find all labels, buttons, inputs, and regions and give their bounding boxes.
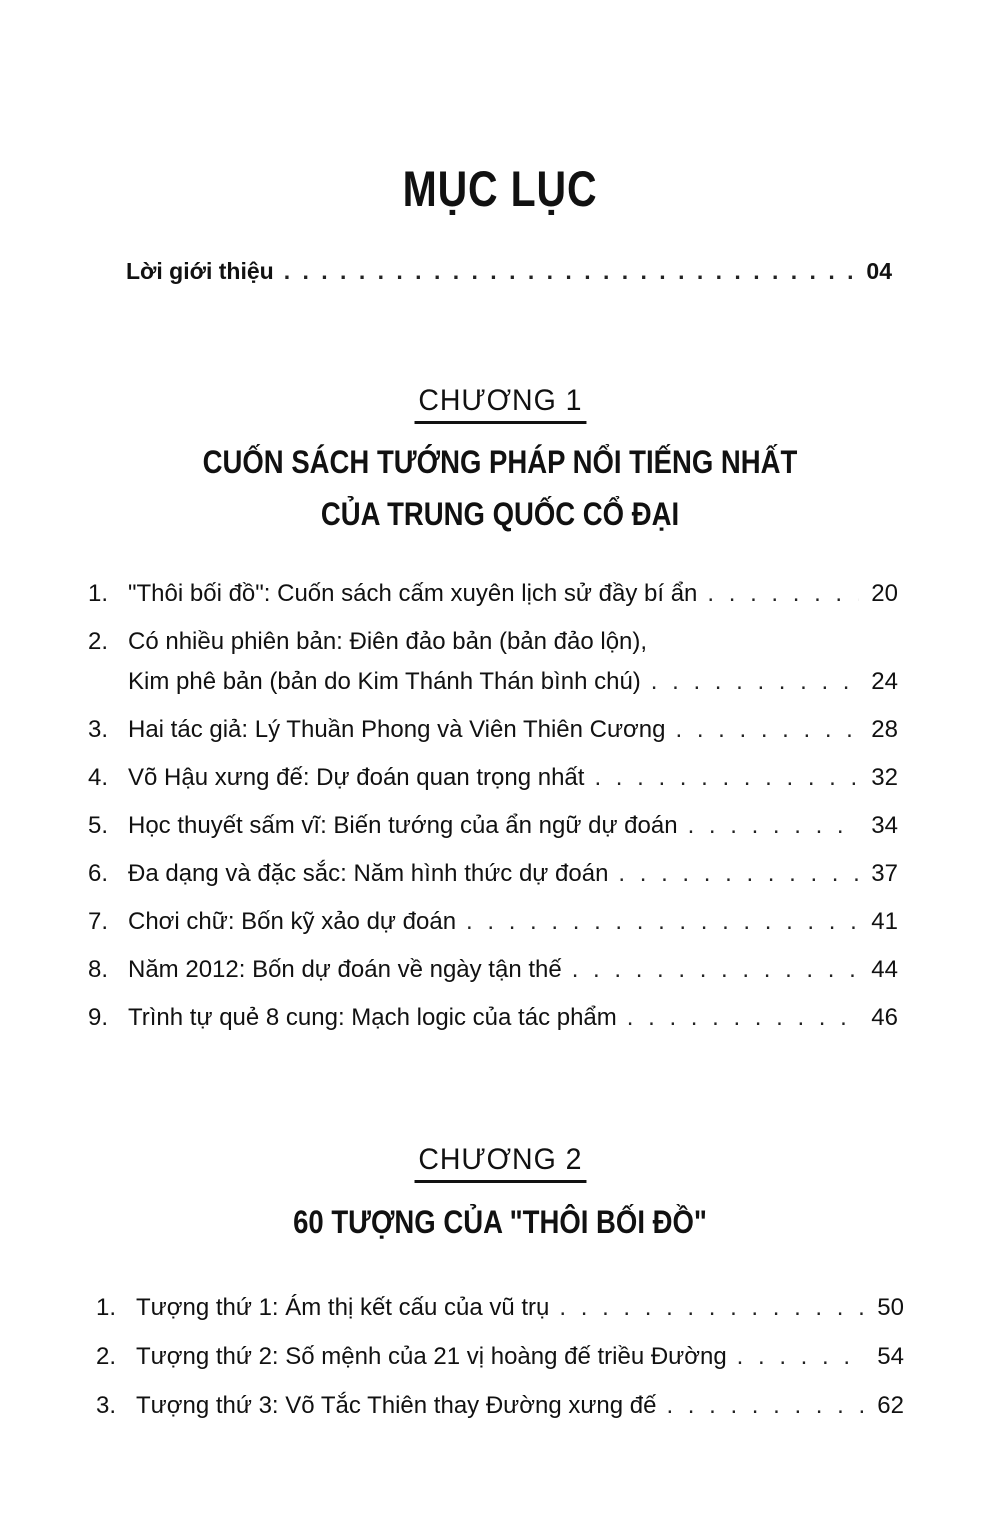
toc-item-page: 32: [871, 764, 898, 791]
toc-item-number: 7.: [88, 908, 109, 935]
dot-leader: [284, 258, 861, 285]
toc-item: [88, 906, 898, 954]
chapter-2-label-text: CHƯƠNG 2: [414, 1143, 586, 1183]
toc-item: [88, 626, 898, 714]
toc-item-title: Võ Hậu xưng đế: Dự đoán quan trọng nhất: [128, 764, 585, 791]
chapter-1-label: [0, 384, 1000, 424]
chapter-1-title-line-2: CỦA TRUNG QUỐC CỔ ĐẠI: [320, 496, 680, 532]
toc-item-page: 46: [871, 1004, 898, 1031]
toc-item-page: 44: [871, 956, 898, 983]
toc-item: [88, 810, 898, 858]
toc-item: [88, 954, 898, 1002]
chapter-1-toc-list: [88, 578, 898, 1050]
toc-item-page: 62: [877, 1392, 904, 1419]
toc-item-title: Chơi chữ: Bốn kỹ xảo dự đoán: [128, 908, 457, 935]
toc-item-page: 37: [871, 860, 898, 887]
toc-item-number: 6.: [88, 860, 109, 887]
toc-item-title: Học thuyết sấm vĩ: Biến tướng của ẩn ngữ dự đoán: [128, 812, 678, 839]
toc-item-page: 34: [871, 812, 898, 839]
toc-item: [88, 714, 898, 762]
toc-item-title: Có nhiều phiên bản: Điên đảo bản (bản đảo lộn),: [128, 628, 648, 655]
toc-item: [88, 1002, 898, 1050]
toc-item-title: Tượng thứ 1: Ám thị kết cấu của vũ trụ: [136, 1294, 550, 1321]
chapter-1-label-text: CHƯƠNG 1: [414, 384, 586, 424]
toc-item-title: Hai tác giả: Lý Thuần Phong và Viên Thiên Cương: [128, 716, 666, 743]
toc-item-page: 20: [871, 580, 898, 607]
toc-item: [96, 1341, 904, 1390]
intro-label: Lời giới thiệu: [126, 258, 274, 284]
dot-leader: [675, 714, 859, 746]
toc-item-number: 1.: [88, 580, 109, 607]
toc-item-title: Trình tự quẻ 8 cung: Mạch logic của tác phẩm: [128, 1004, 617, 1031]
dot-leader: [627, 1002, 860, 1034]
chapter-2-title: [0, 1196, 1000, 1248]
toc-item-page: 28: [871, 716, 898, 743]
dot-leader: [559, 1292, 865, 1324]
toc-item-number: 2.: [88, 628, 109, 655]
toc-item-number: 5.: [88, 812, 109, 839]
toc-item-title: Tượng thứ 3: Võ Tắc Thiên thay Đường xưng đế: [136, 1392, 657, 1419]
toc-item: [96, 1292, 904, 1341]
chapter-1-title: [0, 436, 1000, 540]
chapter-2-toc-list: [96, 1292, 904, 1439]
toc-item-page: 41: [871, 908, 898, 935]
dot-leader: [618, 858, 859, 890]
page-title: MỤC LỤC: [402, 161, 598, 217]
toc-item-page: 54: [877, 1343, 904, 1370]
chapter-1-title-line-1: CUỐN SÁCH TƯỚNG PHÁP NỔI TIẾNG NHẤT: [202, 444, 798, 480]
toc-item-number: 9.: [88, 1004, 109, 1031]
dot-leader: [594, 762, 859, 794]
toc-item-page: 24: [871, 668, 898, 695]
toc-item-title: Đa dạng và đặc sắc: Năm hình thức dự đoán: [128, 860, 609, 887]
dot-leader: [572, 954, 860, 986]
toc-item-title: Tượng thứ 2: Số mệnh của 21 vị hoàng đế triều Đường: [136, 1343, 727, 1370]
chapter-2-label: [0, 1143, 1000, 1183]
dot-leader: [466, 906, 859, 938]
toc-item-number: 8.: [88, 956, 109, 983]
dot-leader: [666, 1390, 865, 1422]
toc-item: [96, 1390, 904, 1439]
toc-item-number: 3.: [96, 1392, 117, 1419]
toc-item-number: 2.: [96, 1343, 117, 1370]
toc-item-number: 3.: [88, 716, 109, 743]
intro-entry: [126, 258, 892, 285]
toc-item: [88, 762, 898, 810]
toc-item: [88, 578, 898, 626]
dot-leader: [651, 666, 860, 698]
toc-item-title: "Thôi bối đồ": Cuốn sách cấm xuyên lịch sử đầy bí ẩn: [128, 580, 698, 607]
toc-item-title: Năm 2012: Bốn dự đoán về ngày tận thế: [128, 956, 562, 983]
dot-leader: [737, 1341, 866, 1373]
dot-leader: [707, 578, 859, 610]
toc-item-number: 4.: [88, 764, 109, 791]
chapter-2-title-line-1: 60 TƯỢNG CỦA "THÔI BỐI ĐỒ": [293, 1204, 707, 1240]
dot-leader: [688, 810, 860, 842]
toc-item: [88, 858, 898, 906]
toc-item-page: 50: [877, 1294, 904, 1321]
toc-item-number: 1.: [96, 1294, 117, 1321]
toc-item-title-continued: Kim phê bản (bản do Kim Thánh Thán bình chú): [128, 668, 641, 695]
intro-page-number: 04: [866, 258, 892, 284]
